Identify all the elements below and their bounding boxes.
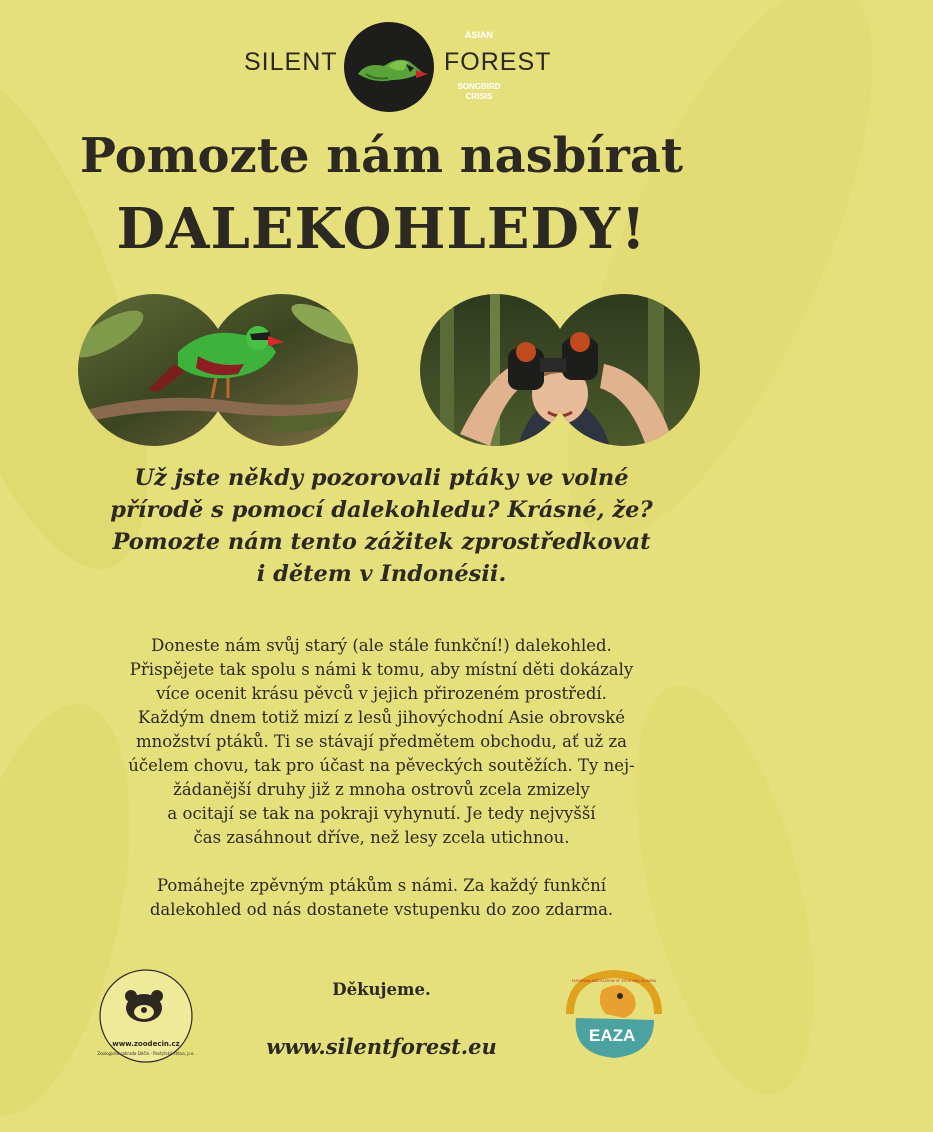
lead-line: Pomozte nám tento zážitek zprostředkovat (112, 529, 651, 555)
paragraph-gap (40, 850, 723, 874)
badge-bottom-text: CRISIS (465, 92, 493, 101)
eaza-arc-text: EUROPEAN ASSOCIATION OF ZOOS AND AQUARIA (571, 979, 657, 983)
badge-mid-text: SONGBIRD (457, 82, 501, 91)
body-line: množství ptáků. Ti se stávají předmětem obchodu, ať už za (136, 732, 627, 751)
headline-line-1: Pomozte nám nasbírat (79, 128, 684, 184)
eaza-logo (562, 968, 666, 1062)
body-line: více ocenit krásu pěvců v jejich přirozeném prostředí. (156, 684, 607, 703)
website-link[interactable]: www.silentforest.eu (266, 1034, 497, 1059)
body-line: čas zasáhnout dříve, než lesy zcela utichnou. (193, 828, 570, 847)
lead-paragraph (60, 462, 703, 590)
eaza-label: EAZA (589, 1026, 636, 1045)
headline-line-2: DALEKOHLEDY! (116, 196, 647, 262)
zoo-name-text: Zoologická zahrada Děčín - Pastýřská stěna, p.o. (97, 1051, 195, 1056)
logo-word-right: FOREST (444, 48, 552, 76)
body-paragraph (40, 634, 723, 922)
lead-line: i dětem v Indonésii. (256, 561, 507, 587)
body-line: účelem chovu, tak pro účast na pěveckých soutěžích. Ty nej- (128, 756, 635, 775)
logo-word-left: SILENT (244, 48, 338, 76)
lead-line: přírodě s pomocí dalekohledu? Krásné, že? (110, 497, 653, 523)
closing-line: Pomáhejte zpěvným ptákům s námi. Za každý funkční (156, 876, 607, 895)
body-line: Doneste nám svůj starý (ale stále funkční!) dalekohled. (151, 636, 612, 655)
silent-forest-logo (0, 22, 763, 112)
songbird-icon (344, 22, 434, 112)
thanks-text: Děkujeme. (332, 980, 431, 999)
closing-line: dalekohled od nás dostanete vstupenku do zoo zdarma. (149, 900, 614, 919)
child-with-binoculars-photo (420, 294, 700, 446)
zoo-url-text: www.zoodecin.cz (112, 1040, 180, 1048)
body-line: a ocitají se tak na pokraji vyhynutí. Je tedy nejvyšší (167, 804, 596, 823)
zoo-decin-logo (96, 966, 196, 1066)
bird-photo (78, 294, 358, 446)
body-line: Přispějete tak spolu s námi k tomu, aby místní děti dokázaly (129, 660, 634, 679)
body-line: žádanější druhy již z mnoha ostrovů zcela zmizely (173, 780, 590, 799)
body-line: Každým dnem totiž mizí z lesů jihovýchodní Asie obrovské (138, 708, 625, 727)
badge-top-text: ASIAN (464, 30, 493, 40)
lead-line: Už jste někdy pozorovali ptáky ve volné (134, 465, 629, 491)
